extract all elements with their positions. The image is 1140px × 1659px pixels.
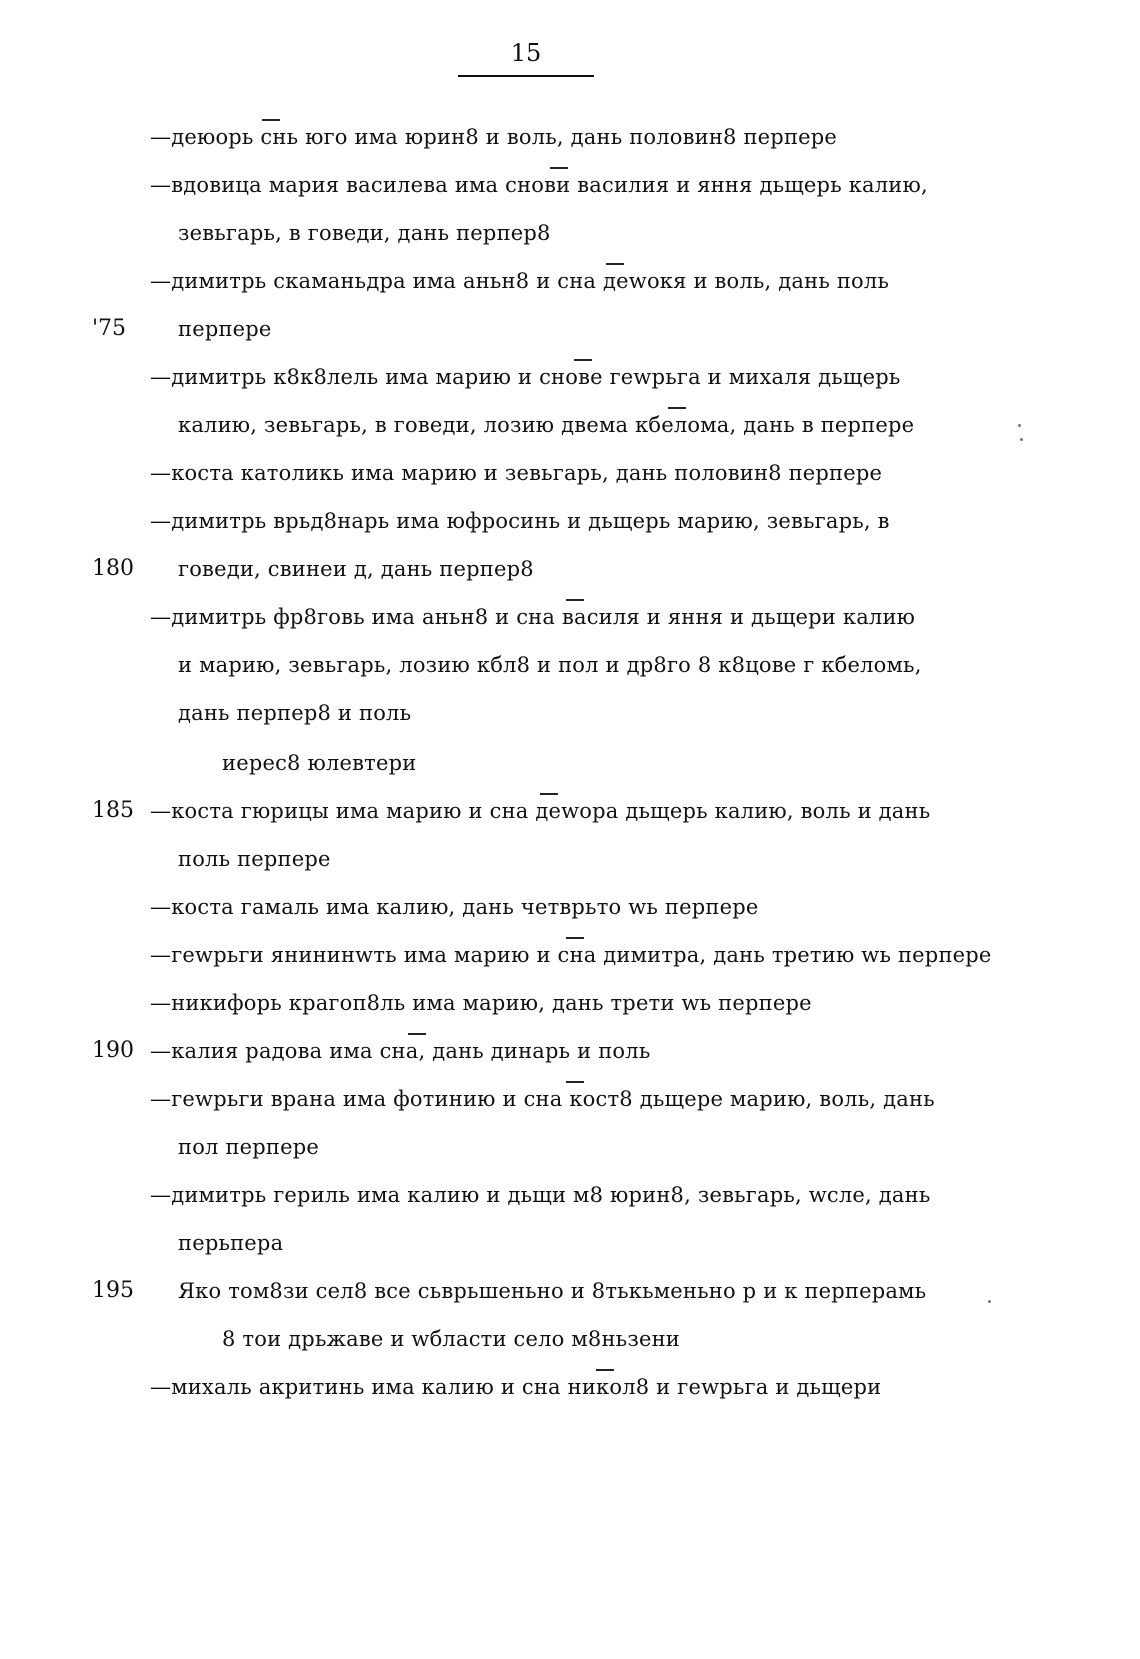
line-text: Яко том8зи сел8 все сьврьшеньно и 8тькьменьно р и к перперамь [178,1279,927,1303]
line-text: —михаль акритинь има калию и сна никол8 и геwрьга и дьщери [150,1375,882,1399]
line-text: —димитрь врьд8нарь има юфросинь и дьщерь марию, зевьгарь, в [150,509,890,533]
line-text: —димитрь фр8говь има аньн8 и сна василя и яння и дьщери калию [150,605,916,629]
section-heading: иерес8 юлевтери [222,751,417,775]
text-line [0,310,1140,350]
line-text: пол перпере [178,1135,320,1159]
text-line [0,936,1140,976]
section-heading: 8 тои дрьжаве и wбласти село м8ньзени [222,1327,680,1351]
line-text: —никифорь крагоп8ль има марию, дань трети wь перпере [150,991,812,1015]
line-text: —геwрьги врана има фотинию и сна кост8 дьщере марию, воль, дань [150,1087,935,1111]
line-text: —димитрь гериль има калию и дьщи м8 юрин8, зевьгарь, wсле, дань [150,1183,931,1207]
text-line [0,984,1140,1024]
scan-speck [1020,438,1023,441]
text-line [0,454,1140,494]
text-line [0,406,1140,446]
line-number: 185 [92,798,134,823]
text-line [0,502,1140,542]
text-line [0,1032,1140,1072]
line-text: калию, зевьгарь, в говеди, лозию двема кбелома, дань в перпере [178,413,915,437]
text-line [0,1128,1140,1168]
line-text: перьпера [178,1231,284,1255]
line-number: 190 [92,1038,134,1063]
titlo-mark [262,119,280,121]
line-text: —димитрь скаманьдра има аньн8 и сна деwокя и воль, дань поль [150,269,890,293]
line-text: —димитрь к8к8лель има марию и снове геwрьга и михаля дьщерь [150,365,901,389]
scan-speck [1018,424,1021,427]
titlo-mark [606,263,624,265]
text-line [0,598,1140,638]
line-text: зевьгарь, в говеди, дань перпер8 [178,221,551,245]
text-line [0,550,1140,590]
text-line [0,214,1140,254]
text-line [0,1080,1140,1120]
text-line [0,262,1140,302]
text-line [0,744,1140,784]
titlo-mark [668,407,686,409]
text-line [0,694,1140,734]
line-text: —коста гюрицы има марию и сна деwора дьщерь калию, воль и дань [150,799,931,823]
text-line [0,1176,1140,1216]
line-text: —коста католикь има марию и зевьгарь, дань половин8 перпере [150,461,883,485]
line-text: —деюорь снь юго има юрин8 и воль, дань половин8 перпере [150,125,838,149]
titlo-mark [566,937,584,939]
titlo-mark [540,793,558,795]
line-text: дань перпер8 и поль [178,701,412,725]
scan-speck [988,1300,991,1303]
titlo-mark [596,1369,614,1371]
titlo-mark [408,1033,426,1035]
line-text: —вдовица мария василева има снови василия и яння дьщерь калию, [150,173,928,197]
text-line [0,358,1140,398]
line-text: говеди, свинеи д, дань перпер8 [178,557,534,581]
line-text: —коста гамаль има калию, дань четврьто wь перпере [150,895,759,919]
text-line [0,1368,1140,1408]
page-number-rule [458,75,594,77]
text-line [0,1272,1140,1312]
line-text: перпере [178,317,272,341]
titlo-mark [550,167,568,169]
titlo-mark [574,359,592,361]
text-line [0,792,1140,832]
line-number: '75 [92,316,127,341]
text-line [0,1320,1140,1360]
line-text: и марию, зевьгарь, лозию кбл8 и пол и др8го 8 к8цове г кбеломь, [178,653,922,677]
text-line [0,118,1140,158]
line-number: 180 [92,556,134,581]
text-line [0,166,1140,206]
line-text: поль перпере [178,847,331,871]
text-line [0,646,1140,686]
titlo-mark [566,1081,584,1083]
text-line [0,1224,1140,1264]
line-text: —геwрьги янининwть има марию и сна димитра, дань третию wь перпере [150,943,992,967]
line-number: 195 [92,1278,134,1303]
titlo-mark [566,599,584,601]
page-number: 15 [510,39,542,67]
text-line [0,840,1140,880]
text-line [0,888,1140,928]
line-text: —калия радова има сна, дань динарь и поль [150,1039,651,1063]
